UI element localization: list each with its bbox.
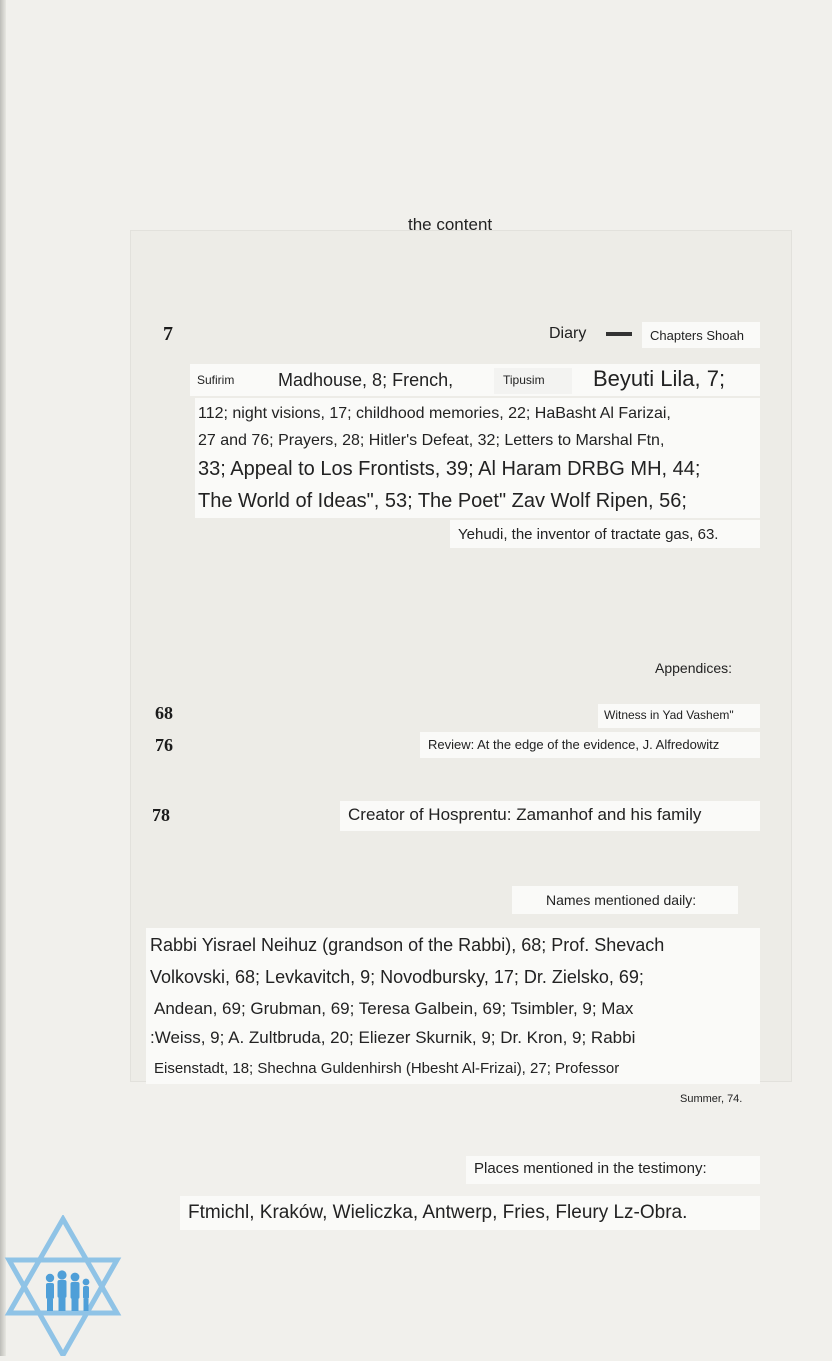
names-heading: Names mentioned daily: xyxy=(546,892,697,908)
diary-heading: Diary xyxy=(549,325,587,342)
page-number: 78 xyxy=(152,805,170,825)
text-line: Yehudi, the inventor of tractate gas, 63. xyxy=(458,526,719,543)
entry-fragment: Tipusim xyxy=(503,373,545,387)
page-number: 7 xyxy=(163,323,173,345)
names-line: Volkovski, 68; Levkavitch, 9; Novodbursky, 17; Dr. Zielsko, 69; xyxy=(150,967,644,987)
text-line: The World of Ideas", 53; The Poet" Zav Wolf Ripen, 56; xyxy=(198,490,687,512)
chapters-label: Chapters Shoah xyxy=(650,328,744,343)
page-number: 68 xyxy=(155,703,173,723)
names-line: Eisenstadt, 18; Shechna Guldenhirsh (Hbesht Al-Frizai), 27; Professor xyxy=(154,1060,620,1077)
page-title: the content xyxy=(408,215,493,234)
star-of-david-family-logo-icon xyxy=(0,1215,126,1356)
names-line: :Weiss, 9; A. Zultbruda, 20; Eliezer Skurnik, 9; Dr. Kron, 9; Rabbi xyxy=(150,1028,636,1047)
names-line: Rabbi Yisrael Neihuz (grandson of the Rabbi), 68; Prof. Shevach xyxy=(150,935,665,955)
entry-fragment: Madhouse, 8; French, xyxy=(278,370,454,390)
appendices-heading: Appendices: xyxy=(655,660,733,676)
page-number: 76 xyxy=(155,735,173,755)
names-line: Summer, 74. xyxy=(680,1093,743,1105)
text-line: 27 and 76; Prayers, 28; Hitler's Defeat, 32; Letters to Marshal Ftn, xyxy=(198,432,665,449)
text-line: 33; Appeal to Los Frontists, 39; Al Haram DRBG MH, 44; xyxy=(198,458,701,480)
dash-separator xyxy=(606,332,632,336)
places-text: Ftmichl, Kraków, Wieliczka, Antwerp, Fries, Fleury Lz-Obra. xyxy=(188,1202,688,1223)
entry-fragment: Sufirim xyxy=(197,373,235,387)
entry-fragment: Beyuti Lila, 7; xyxy=(593,366,726,391)
appendix-title: Review: At the edge of the evidence, J. Alfredowitz xyxy=(428,737,720,752)
appendix-title: Creator of Hosprentu: Zamanhof and his family xyxy=(348,805,702,824)
appendix-title: Witness in Yad Vashem" xyxy=(604,708,734,722)
text-line: 112; night visions, 17; childhood memories, 22; HaBasht Al Farizai, xyxy=(198,405,671,422)
book-spine-edge xyxy=(0,0,6,1356)
names-line: Andean, 69; Grubman, 69; Teresa Galbein, 69; Tsimbler, 9; Max xyxy=(154,999,634,1018)
places-heading: Places mentioned in the testimony: xyxy=(474,1160,707,1177)
